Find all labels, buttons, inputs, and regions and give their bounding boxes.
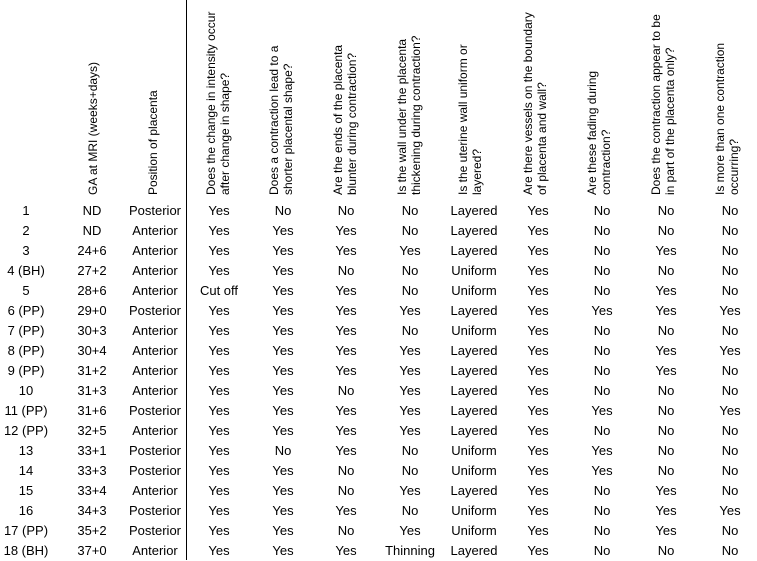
table-row [0,321,757,341]
column-header-5 [331,0,363,199]
table-cell: No [721,243,739,258]
table-cell: Yes [208,343,230,358]
table-cell: No [721,363,739,378]
table-cell: Anterior [132,283,178,298]
table-cell: No [721,543,739,558]
table-cell: Yes [527,463,549,478]
table-cell: Cut off [199,283,239,298]
column-header-3 [204,0,236,199]
table-cell: Yes [272,463,294,478]
table-cell: Yes [272,523,294,538]
table-row [0,401,757,421]
table-cell: Yes [399,243,421,258]
table-cell: Layered [450,303,498,318]
table-cell: No [657,203,675,218]
table-cell: Yes [527,323,549,338]
table-cell: No [401,203,419,218]
table-cell: Anterior [132,323,178,338]
table-cell: Uniform [451,503,497,518]
table-cell: No [721,283,739,298]
table-cell: No [657,423,675,438]
table-cell: No [593,343,611,358]
table-cell: Yes [335,243,357,258]
table-cell: Anterior [132,543,178,558]
column-header-label: GA at MRI (weeks+days) [86,61,100,195]
table-cell: Layered [450,543,498,558]
table-cell: No [401,443,419,458]
table-cell: Yes [655,303,677,318]
table-cell: 34+3 [77,503,107,518]
column-header-1 [86,0,118,199]
table-cell: Yes [208,403,230,418]
table-cell: 33+1 [77,443,107,458]
column-header-label: Is the uterine wall uniform or layered? [456,44,484,195]
table-cell: No [593,423,611,438]
table-cell: Yes [335,503,357,518]
table-cell: 11 (PP) [4,403,48,418]
table-cell: No [657,403,675,418]
table-cell: 27+2 [77,263,107,278]
column-header-6 [395,0,427,199]
table-row [0,301,757,321]
table-cell: No [274,203,292,218]
table-cell: Yes [335,303,357,318]
table-cell: Yes [527,223,549,238]
column-header-label: Does the change in intensity occur after change in shape? [204,11,232,195]
table-cell: Yes [527,263,549,278]
table-cell: Yes [399,423,421,438]
table-cell: Yes [527,283,549,298]
table-cell: Yes [208,483,230,498]
table-cell: Anterior [132,343,178,358]
table-cell: Layered [450,423,498,438]
table-row [0,281,757,301]
table-cell: Layered [450,403,498,418]
table-cell: Yes [527,543,549,558]
table-cell: No [593,263,611,278]
table-cell: Yes [272,323,294,338]
table-cell: Posterior [128,443,182,458]
table-cell: Yes [272,483,294,498]
table-row [0,241,757,261]
table-cell: Yes [272,243,294,258]
table-cell: Yes [591,303,613,318]
table-cell: 13 [18,443,34,458]
table-cell: Yes [208,503,230,518]
table-cell: Yes [208,223,230,238]
table-row [0,221,757,241]
table-cell: No [593,223,611,238]
table-cell: 4 (BH) [7,263,45,278]
table-cell: Yes [527,523,549,538]
table-cell: No [657,323,675,338]
table-cell: 33+3 [77,463,107,478]
table-cell: Posterior [128,203,182,218]
table-cell: Yes [399,363,421,378]
table-cell: No [593,503,611,518]
column-header-label: Are the ends of the placenta blunter during contraction? [331,44,359,195]
table-cell: Yes [335,323,357,338]
table-cell: No [337,203,355,218]
column-header-11 [713,0,745,199]
table-cell: 6 (PP) [7,303,45,318]
table-cell: 17 (PP) [3,523,49,538]
table-cell: Yes [591,403,613,418]
table-cell: Anterior [132,263,178,278]
table-cell: Yes [527,443,549,458]
table-cell: 37+0 [77,543,107,558]
table-row [0,461,757,481]
table-cell: Yes [399,523,421,538]
table-cell: Yes [655,503,677,518]
table-cell: Yes [527,423,549,438]
table-cell: Uniform [451,443,497,458]
table-cell: Yes [208,243,230,258]
table-cell: 10 [18,383,34,398]
table-cell: No [593,363,611,378]
column-header-label: Is the wall under the placenta thickening during contraction? [395,35,423,195]
table-cell: Yes [208,543,230,558]
table-cell: 8 (PP) [7,343,45,358]
table-cell: Anterior [132,483,178,498]
table-cell: Yes [272,363,294,378]
table-cell: Yes [527,343,549,358]
table-cell: Yes [208,443,230,458]
table-cell: Uniform [451,463,497,478]
table-cell: Yes [208,263,230,278]
table-cell: 1 [22,203,30,218]
table-cell: Yes [655,283,677,298]
table-cell: Yes [719,343,741,358]
table-cell: Posterior [128,463,182,478]
table-cell: Yes [527,363,549,378]
table-cell: 14 [18,463,34,478]
table-cell: No [401,263,419,278]
table-row [0,441,757,461]
table-cell: Posterior [128,503,182,518]
table-cell: Yes [591,463,613,478]
table-cell: No [593,523,611,538]
table-cell: Yes [208,363,230,378]
table-cell: No [337,463,355,478]
table-cell: Posterior [128,403,182,418]
table-cell: No [721,323,739,338]
table-cell: ND [82,203,102,218]
table-cell: Layered [450,223,498,238]
column-header-label: Are these fading during contraction? [585,70,613,195]
table-cell: No [274,443,292,458]
table-cell: No [593,283,611,298]
table-row [0,201,757,221]
table-cell: Uniform [451,263,497,278]
table-cell: 16 [18,503,34,518]
column-header-label: Position of placenta [146,90,160,195]
table-cell: 24+6 [77,243,107,258]
table-cell: Layered [450,483,498,498]
column-header-8 [521,0,553,199]
table-cell: Yes [272,303,294,318]
table-cell: No [657,263,675,278]
table-cell: Yes [335,363,357,378]
table-cell: Layered [450,383,498,398]
table-cell: Uniform [451,523,497,538]
table-cell: No [657,463,675,478]
table-cell: Yes [335,223,357,238]
table-cell: Yes [272,283,294,298]
table-cell: No [593,543,611,558]
table-cell: Yes [399,403,421,418]
table-row [0,521,757,541]
table-cell: Yes [527,503,549,518]
table-cell: Yes [208,203,230,218]
table-cell: Yes [335,443,357,458]
table-cell: Layered [450,243,498,258]
table-cell: No [337,483,355,498]
table-cell: Yes [272,543,294,558]
table-cell: Yes [208,303,230,318]
table-cell: Yes [272,263,294,278]
table-cell: No [401,323,419,338]
table-cell: Yes [399,343,421,358]
table-cell: Layered [450,363,498,378]
table-cell: No [657,543,675,558]
table-cell: Layered [450,203,498,218]
table-cell: Uniform [451,283,497,298]
table-cell: Yes [335,343,357,358]
table-cell: Yes [527,203,549,218]
table-cell: Posterior [128,523,182,538]
table-cell: No [721,443,739,458]
table-cell: No [721,483,739,498]
table-cell: 31+3 [77,383,107,398]
table-cell: No [721,263,739,278]
table-cell: No [401,223,419,238]
table-cell: Yes [719,303,741,318]
table-cell: Yes [272,223,294,238]
table-cell: No [657,223,675,238]
table-cell: Anterior [132,243,178,258]
table-cell: Yes [527,303,549,318]
table-cell: No [401,503,419,518]
table-cell: No [721,523,739,538]
table-cell: No [721,223,739,238]
table-cell: 5 [22,283,30,298]
table-cell: Yes [527,243,549,258]
table-cell: Yes [591,443,613,458]
table-cell: Thinning [385,543,435,558]
column-header-4 [267,0,299,199]
table-cell: No [337,383,355,398]
table-cell: Yes [272,343,294,358]
table-cell: 15 [18,483,34,498]
table-cell: 2 [22,223,30,238]
table-cell: No [721,383,739,398]
table-cell: Yes [655,243,677,258]
column-header-label: Are there vessels on the boundary of placenta and wall? [521,12,549,195]
table-cell: Yes [527,483,549,498]
table-cell: 30+4 [77,343,107,358]
table-cell: Yes [208,383,230,398]
table-cell: Yes [719,403,741,418]
table-cell: Anterior [132,383,178,398]
table-row [0,361,757,381]
table-cell: Yes [655,343,677,358]
table-cell: Yes [527,383,549,398]
table-cell: No [337,523,355,538]
table-cell: Yes [655,523,677,538]
table-cell: Yes [208,523,230,538]
table-cell: 31+2 [77,363,107,378]
table-row [0,541,757,561]
table-cell: ND [82,223,102,238]
column-header-label: Does a contraction lead to a shorter placental shape? [267,45,295,195]
table-cell: No [657,443,675,458]
table-cell: 31+6 [77,403,107,418]
table-cell: No [593,203,611,218]
column-header-7 [456,0,488,199]
table-cell: No [721,203,739,218]
table-cell: No [593,323,611,338]
table-cell: 12 (PP) [3,423,49,438]
table-cell: Uniform [451,323,497,338]
table-cell: Yes [527,403,549,418]
table-cell: 18 (BH) [3,543,49,558]
table-cell: Anterior [132,223,178,238]
table-row [0,261,757,281]
table-row [0,421,757,441]
table-cell: Yes [399,383,421,398]
table-cell: Yes [655,363,677,378]
table-row [0,501,757,521]
table-cell: 33+4 [77,483,107,498]
table-row [0,381,757,401]
table-cell: Yes [272,503,294,518]
table-cell: No [401,463,419,478]
table-cell: 3 [22,243,30,258]
table-cell: No [721,423,739,438]
table-cell: No [593,243,611,258]
table-cell: No [657,383,675,398]
table-cell: Yes [272,403,294,418]
table-cell: 30+3 [77,323,107,338]
table-cell: Yes [208,323,230,338]
table-cell: 29+0 [77,303,107,318]
table-row [0,481,757,501]
table-cell: No [401,283,419,298]
table-cell: 9 (PP) [7,363,45,378]
table-cell: 28+6 [77,283,107,298]
table-cell: Yes [335,403,357,418]
table-cell: No [337,263,355,278]
table-cell: Yes [399,483,421,498]
table-cell: Anterior [132,363,178,378]
table-cell: Posterior [128,303,182,318]
table-cell: Yes [335,283,357,298]
table-cell: Yes [208,463,230,478]
column-header-label: Is more than one contraction occurring? [713,42,741,195]
table-cell: Yes [335,423,357,438]
column-header-label: Does the contraction appear to be in part of the placenta only? [649,14,677,195]
table-cell: Anterior [132,423,178,438]
table-cell: Layered [450,343,498,358]
column-header-10 [649,0,681,199]
table-cell: No [593,483,611,498]
table-cell: 32+5 [77,423,107,438]
table-cell: Yes [335,543,357,558]
column-header-9 [585,0,617,199]
column-header-2 [146,0,178,199]
table-cell: No [721,463,739,478]
table-cell: 7 (PP) [7,323,45,338]
table-cell: Yes [272,383,294,398]
table-cell: Yes [272,423,294,438]
table-cell: Yes [719,503,741,518]
table-cell: Yes [655,483,677,498]
table-cell: No [593,383,611,398]
table-cell: 35+2 [77,523,107,538]
table-row [0,341,757,361]
table-cell: Yes [399,303,421,318]
table-cell: Yes [208,423,230,438]
